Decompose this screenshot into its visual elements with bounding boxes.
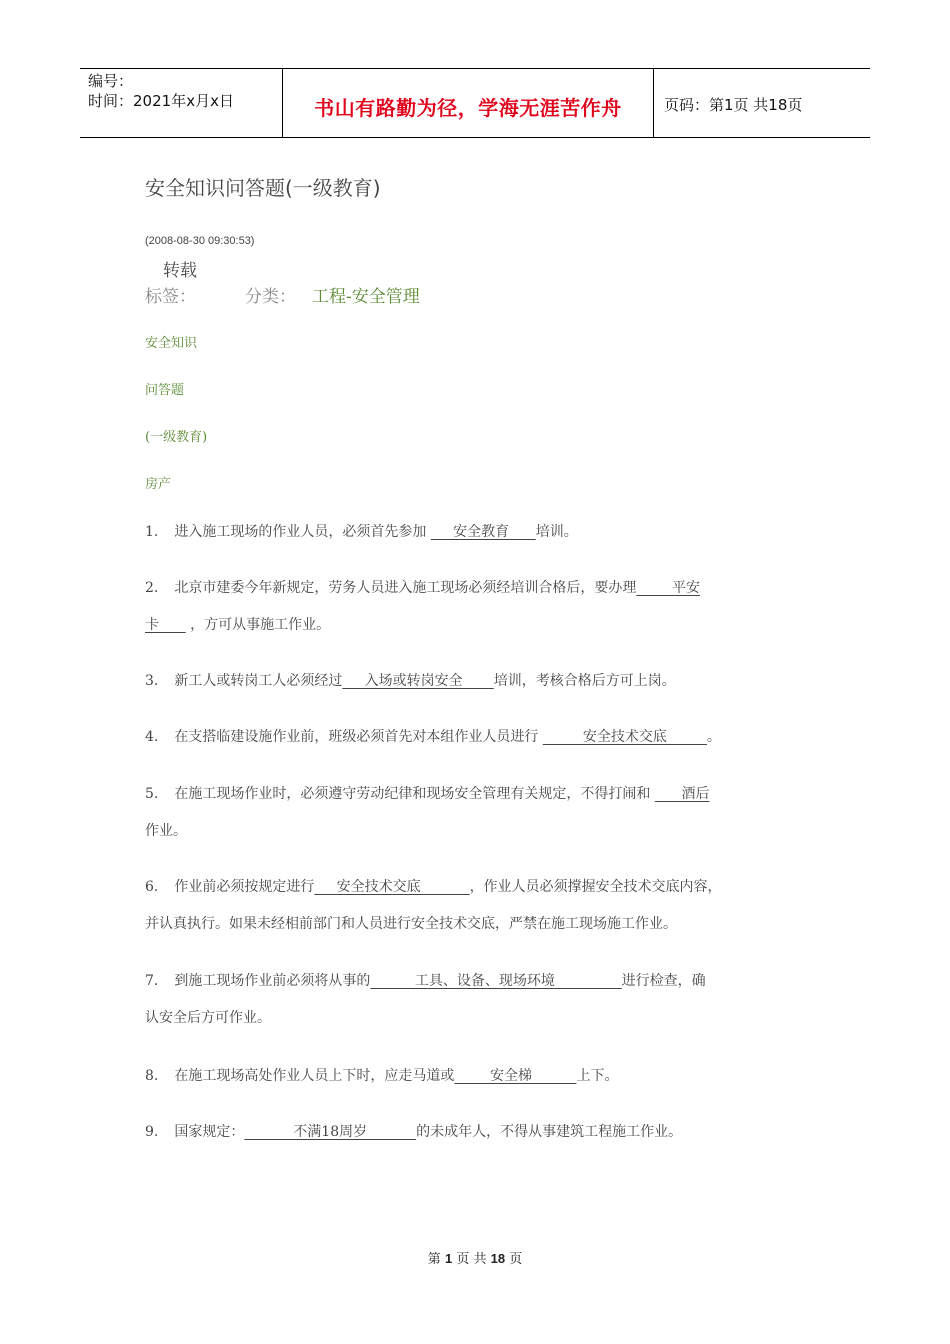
question-text: 新工人或转岗工人必须经过: [174, 673, 343, 689]
article-meta: [145, 282, 420, 307]
footer-page-number: 1: [444, 1251, 453, 1266]
question-number: 7.: [145, 973, 159, 989]
question-line: [145, 726, 721, 746]
question-text: 并认真执行。如果未经相前部门和人员进行安全技术交底，严禁在施工现场施工作业。: [145, 916, 677, 932]
question-number: 8.: [145, 1068, 159, 1084]
category-label: 分类：: [245, 287, 296, 307]
answer-blank: 安全技术交底: [314, 879, 470, 895]
question-line: [145, 1007, 271, 1027]
answer-blank: 卡: [145, 617, 186, 633]
tag-label: 标签：: [145, 287, 196, 307]
serial-label: 编号：: [88, 72, 134, 90]
answer-blank: 酒后: [654, 786, 710, 802]
footer-suffix: 页: [509, 1252, 523, 1267]
question-text: ，作业人员必须撑握安全技术交底内容，: [469, 879, 722, 895]
header-motto-cell: [282, 69, 654, 137]
footer-prefix: 第: [427, 1252, 441, 1267]
question-number: 2.: [145, 580, 159, 596]
page-footer: [0, 1248, 950, 1267]
question-text: 进行检查，确: [621, 973, 706, 989]
answer-blank: 安全梯: [454, 1068, 577, 1084]
question-number: 3.: [145, 673, 159, 689]
time-line: [88, 91, 282, 111]
question-text: 。: [706, 729, 721, 745]
time-value: 2021年x月x日: [133, 92, 234, 110]
header-motto: 书山有路勤为径，学海无涯苦作舟: [314, 95, 622, 120]
question-text: 国家规定：: [174, 1124, 245, 1140]
question-line: [145, 1065, 618, 1085]
article-title: 安全知识问答题(一级教育): [145, 176, 381, 200]
question-number: 5.: [145, 786, 159, 802]
answer-blank: 工具、设备、现场环境: [370, 973, 622, 989]
tag-link[interactable]: 房产: [145, 477, 172, 492]
question-text: 的未成年人，不得从事建筑工程施工作业。: [416, 1124, 683, 1140]
footer-middle: 页 共: [456, 1252, 487, 1267]
question-text: 培训。: [535, 524, 578, 540]
question-text: 北京市建委今年新规定，劳务人员进入施工现场必须经培训合格后，要办理: [174, 580, 637, 596]
header-meta: [80, 69, 282, 137]
question-line: [145, 820, 187, 840]
tag-link[interactable]: 安全知识: [145, 336, 198, 351]
header-page-cell: [654, 69, 870, 137]
question-text: 在支搭临建设施作业前，班级必须首先对本组作业人员进行: [174, 729, 543, 745]
tag-link[interactable]: (一级教育): [145, 430, 208, 445]
answer-blank: 入场或转岗安全: [342, 673, 494, 689]
question-line: [145, 783, 710, 803]
article-timestamp: (2008-08-30 09:30:53): [145, 235, 255, 247]
question-text: 作业。: [145, 823, 187, 839]
answer-blank: 安全技术交底: [542, 729, 707, 745]
question-line: [145, 1121, 682, 1141]
question-number: 6.: [145, 879, 159, 895]
question-text: 上下。: [576, 1068, 619, 1084]
question-number: 9.: [145, 1124, 159, 1140]
footer-total-pages: 18: [490, 1251, 506, 1266]
question-line: [145, 577, 700, 597]
question-text: 进入施工现场的作业人员，必须首先参加: [174, 524, 431, 540]
question-line: [145, 670, 676, 690]
question-text: 培训，考核合格后方可上岗。: [493, 673, 676, 689]
question-line: [145, 970, 706, 990]
tag-link[interactable]: 问答题: [145, 383, 185, 398]
question-number: 1.: [145, 524, 159, 540]
answer-blank: 不满18周岁: [244, 1124, 417, 1140]
question-text: 在施工现场高处作业人员上下时，应走马道或: [174, 1068, 455, 1084]
question-text: 到施工现场作业前必须将从事的: [174, 973, 371, 989]
document-header: [80, 68, 870, 138]
repost-label: 转载: [163, 261, 197, 281]
time-label: 时间：: [88, 92, 134, 110]
question-text: 作业前必须按规定进行: [174, 879, 315, 895]
question-line: [145, 876, 722, 896]
question-line: [145, 521, 578, 541]
question-text: ，方可从事施工作业。: [185, 617, 331, 633]
question-text: 在施工现场作业时，必须遵守劳动纪律和现场安全管理有关规定，不得打闹和: [174, 786, 655, 802]
category-link[interactable]: 工程-安全管理: [312, 287, 420, 307]
question-text: 认安全后方可作业。: [145, 1010, 271, 1026]
header-page-label: 页码：第1页 共18页: [664, 96, 803, 114]
question-line: [145, 614, 330, 634]
answer-blank: 平安: [636, 580, 700, 596]
answer-blank: 安全教育: [430, 524, 536, 540]
question-line: [145, 913, 677, 933]
question-number: 4.: [145, 729, 159, 745]
